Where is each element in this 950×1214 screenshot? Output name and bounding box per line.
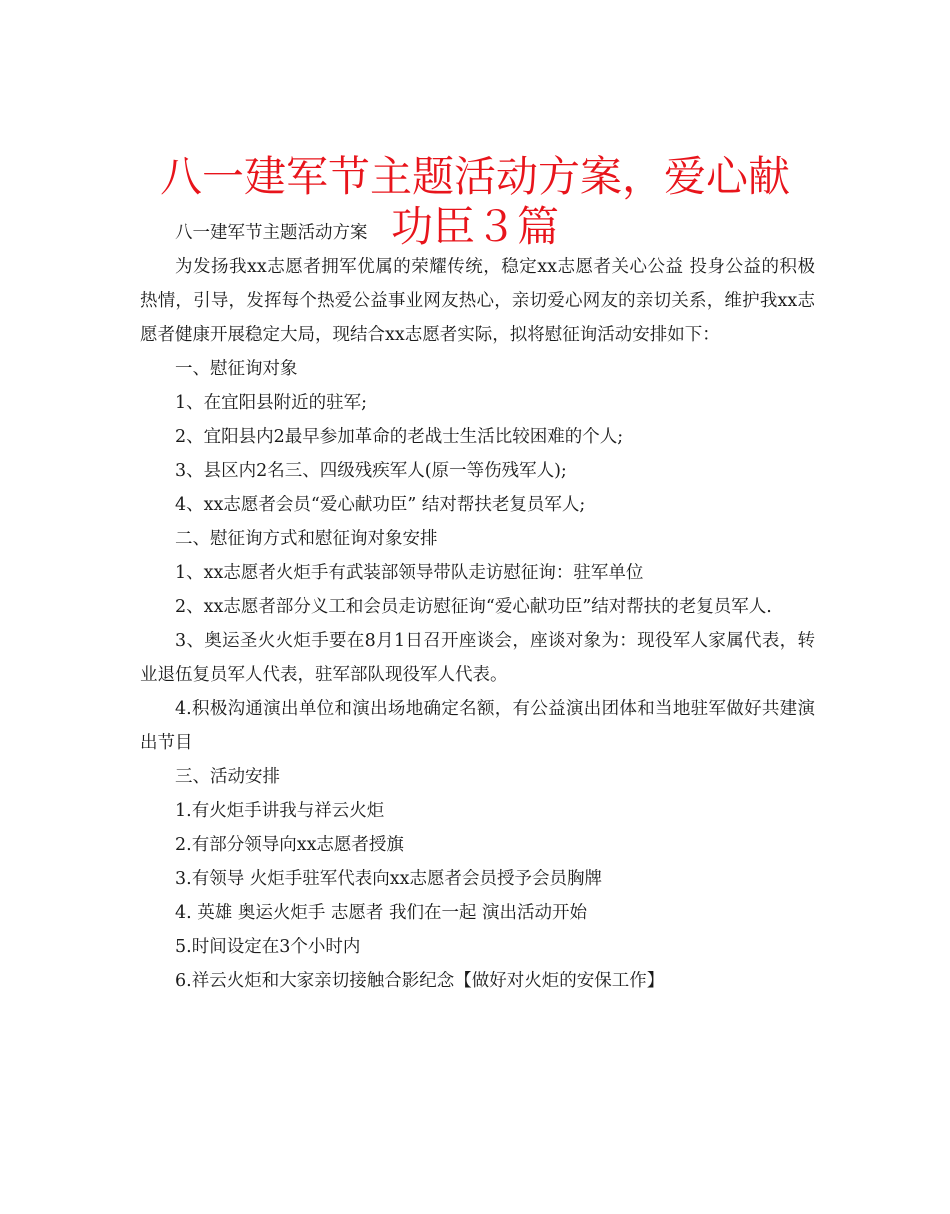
document-title: 八一建军节主题活动方案，爱心献功臣３篇 [159,152,790,252]
list-item: 1.有火炬手讲我与祥云火炬 [175,801,385,821]
section-heading-1: 一、慰征询对象 [175,359,298,379]
list-item: 6.祥云火炬和大家亲切接触合影纪念【做好对火炬的安保工作】 [175,971,665,991]
list-item: 3、奥运圣火火炬手要在8月1日召开座谈会，座谈对象为：现役军人家属代表，转业退伍复员军人代表，驻军部队现役军人代表。 [140,631,815,685]
section-heading-3: 三、活动安排 [175,767,280,787]
section-heading-2: 二、慰征询方式和慰征询对象安排 [175,529,438,549]
list-item: 2、xx志愿者部分义工和会员走访慰征询“爱心献功臣”结对帮扶的老复员军人. [175,597,772,617]
list-item: 3.有领导 火炬手驻军代表向xx志愿者会员授予会员胸牌 [175,869,602,889]
list-item: 4.积极沟通演出单位和演出场地确定名额，有公益演出团体和当地驻军做好共建演出节目 [140,699,815,753]
list-item: 4、xx志愿者会员“爱心献功臣” 结对帮扶老复员军人; [175,495,586,515]
document-body [140,216,815,998]
list-item: 1、xx志愿者火炬手有武装部领导带队走访慰征询：驻军单位 [175,563,644,583]
list-item: 5.时间设定在3个小时内 [175,937,361,957]
list-item: 2、宜阳县内2最早参加革命的老战士生活比较困难的个人; [175,427,624,447]
list-item: 4. 英雄 奥运火炬手 志愿者 我们在一起 演出活动开始 [175,903,588,923]
paragraph-intro: 为发扬我xx志愿者拥军优属的荣耀传统，稳定xx志愿者关心公益 投身公益的积极热情，引导，发挥每个热爱公益事业网友热心，亲切爱心网友的亲切关系，维护我xx志愿者健康开展稳定大局，现结合xx志愿者实际，拟将慰征询活动安排如下： [140,257,815,345]
list-item: 3、县区内2名三、四级残疾军人(原一等伤残军人); [175,461,567,481]
paragraph-plan-heading: 八一建军节主题活动方案 [175,223,368,243]
list-item: 1、在宜阳县附近的驻军; [175,393,368,413]
list-item: 2.有部分领导向xx志愿者授旗 [175,835,404,855]
